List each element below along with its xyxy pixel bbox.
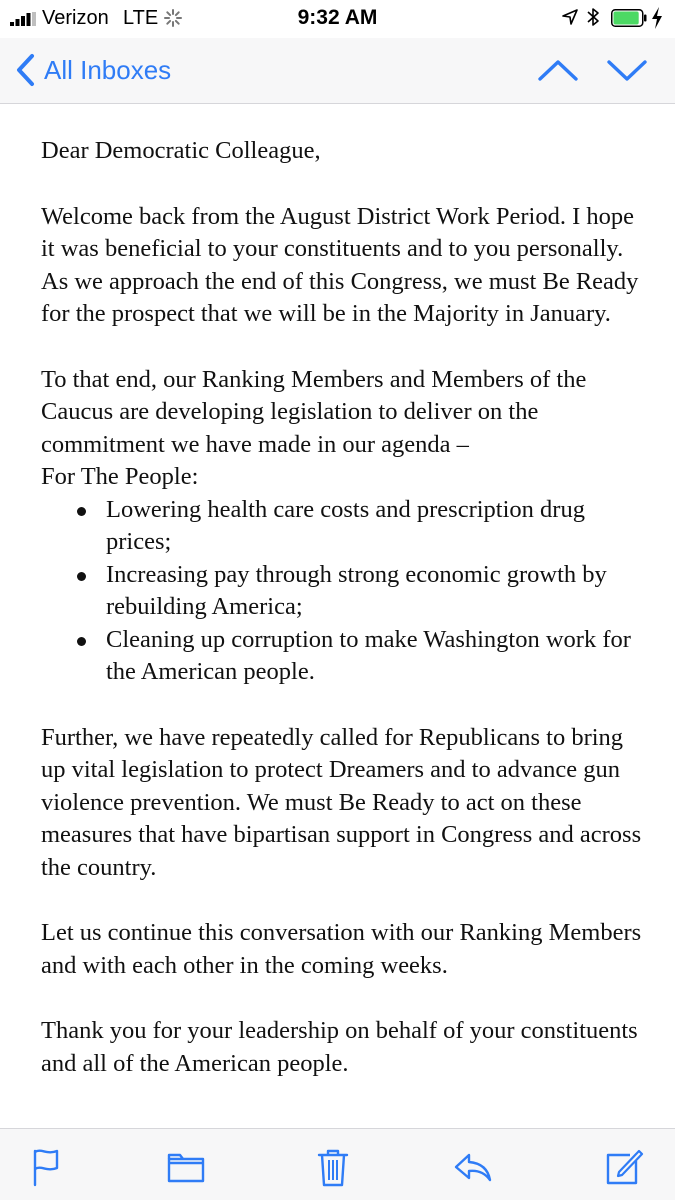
chevron-down-icon[interactable] xyxy=(604,52,650,88)
carrier-name: Verizon xyxy=(42,7,109,29)
network-type: LTE xyxy=(123,7,159,29)
trash-icon[interactable] xyxy=(313,1147,353,1187)
folder-icon[interactable] xyxy=(166,1147,206,1187)
reply-icon[interactable] xyxy=(453,1147,493,1187)
agenda-list-item xyxy=(41,624,651,689)
chevron-up-icon[interactable] xyxy=(535,52,581,88)
back-button[interactable] xyxy=(14,50,171,90)
clock-time: 9:32 AM xyxy=(297,6,378,29)
agenda-list-item xyxy=(41,494,651,559)
agenda-list-item-text: Lowering health care costs and prescription drug prices; xyxy=(106,495,585,555)
message-paragraph: Further, we have repeatedly called for Republicans to bring up vital legislation to protect Dreamers and to advance gun violence prevention. We must Be Ready to act on these measures that have bipartisan support in Congress and across the country. xyxy=(41,723,642,881)
back-button-label: All Inboxes xyxy=(44,55,172,85)
message-greeting: Dear Democratic Colleague, xyxy=(41,137,321,164)
chevron-left-icon xyxy=(14,53,36,87)
bullet-icon xyxy=(77,507,86,516)
bluetooth-icon xyxy=(587,7,599,27)
compose-icon[interactable] xyxy=(604,1147,644,1187)
agenda-list-item-text: Cleaning up corruption to make Washington work for the American people. xyxy=(106,625,631,685)
message-paragraph: Thank you for your leadership on behalf of your constituents and all of the American people. xyxy=(41,1017,638,1077)
message-paragraph: To that end, our Ranking Members and Members of the Caucus are developing legislation to deliver on the commitment we have made in our agenda – xyxy=(41,365,587,458)
bullet-icon xyxy=(77,637,86,646)
agenda-list-item xyxy=(41,559,651,624)
agenda-list-item-text: Increasing pay through strong economic growth by rebuilding America; xyxy=(106,560,607,620)
charging-bolt-icon xyxy=(651,7,663,29)
agenda-list xyxy=(41,494,651,689)
message-body xyxy=(41,104,651,1080)
bottom-toolbar xyxy=(0,1128,675,1200)
message-paragraph: Welcome back from the August District Work Period. I hope it was beneficial to your constituents and to you personally. As we approach the end of this Congress, we must Be Ready for the prospect that we will be in the Majority in January. xyxy=(41,202,639,327)
battery-icon xyxy=(611,9,647,27)
location-arrow-icon xyxy=(562,9,578,25)
bullet-icon xyxy=(77,572,86,581)
agenda-title: For The People: xyxy=(41,463,199,490)
battery-fill xyxy=(614,12,639,25)
status-bar xyxy=(0,0,675,38)
message-paragraph: Let us continue this conversation with our Ranking Members and with each other in the coming weeks. xyxy=(41,919,642,979)
navigation-bar xyxy=(0,38,675,104)
flag-icon[interactable] xyxy=(26,1147,66,1187)
